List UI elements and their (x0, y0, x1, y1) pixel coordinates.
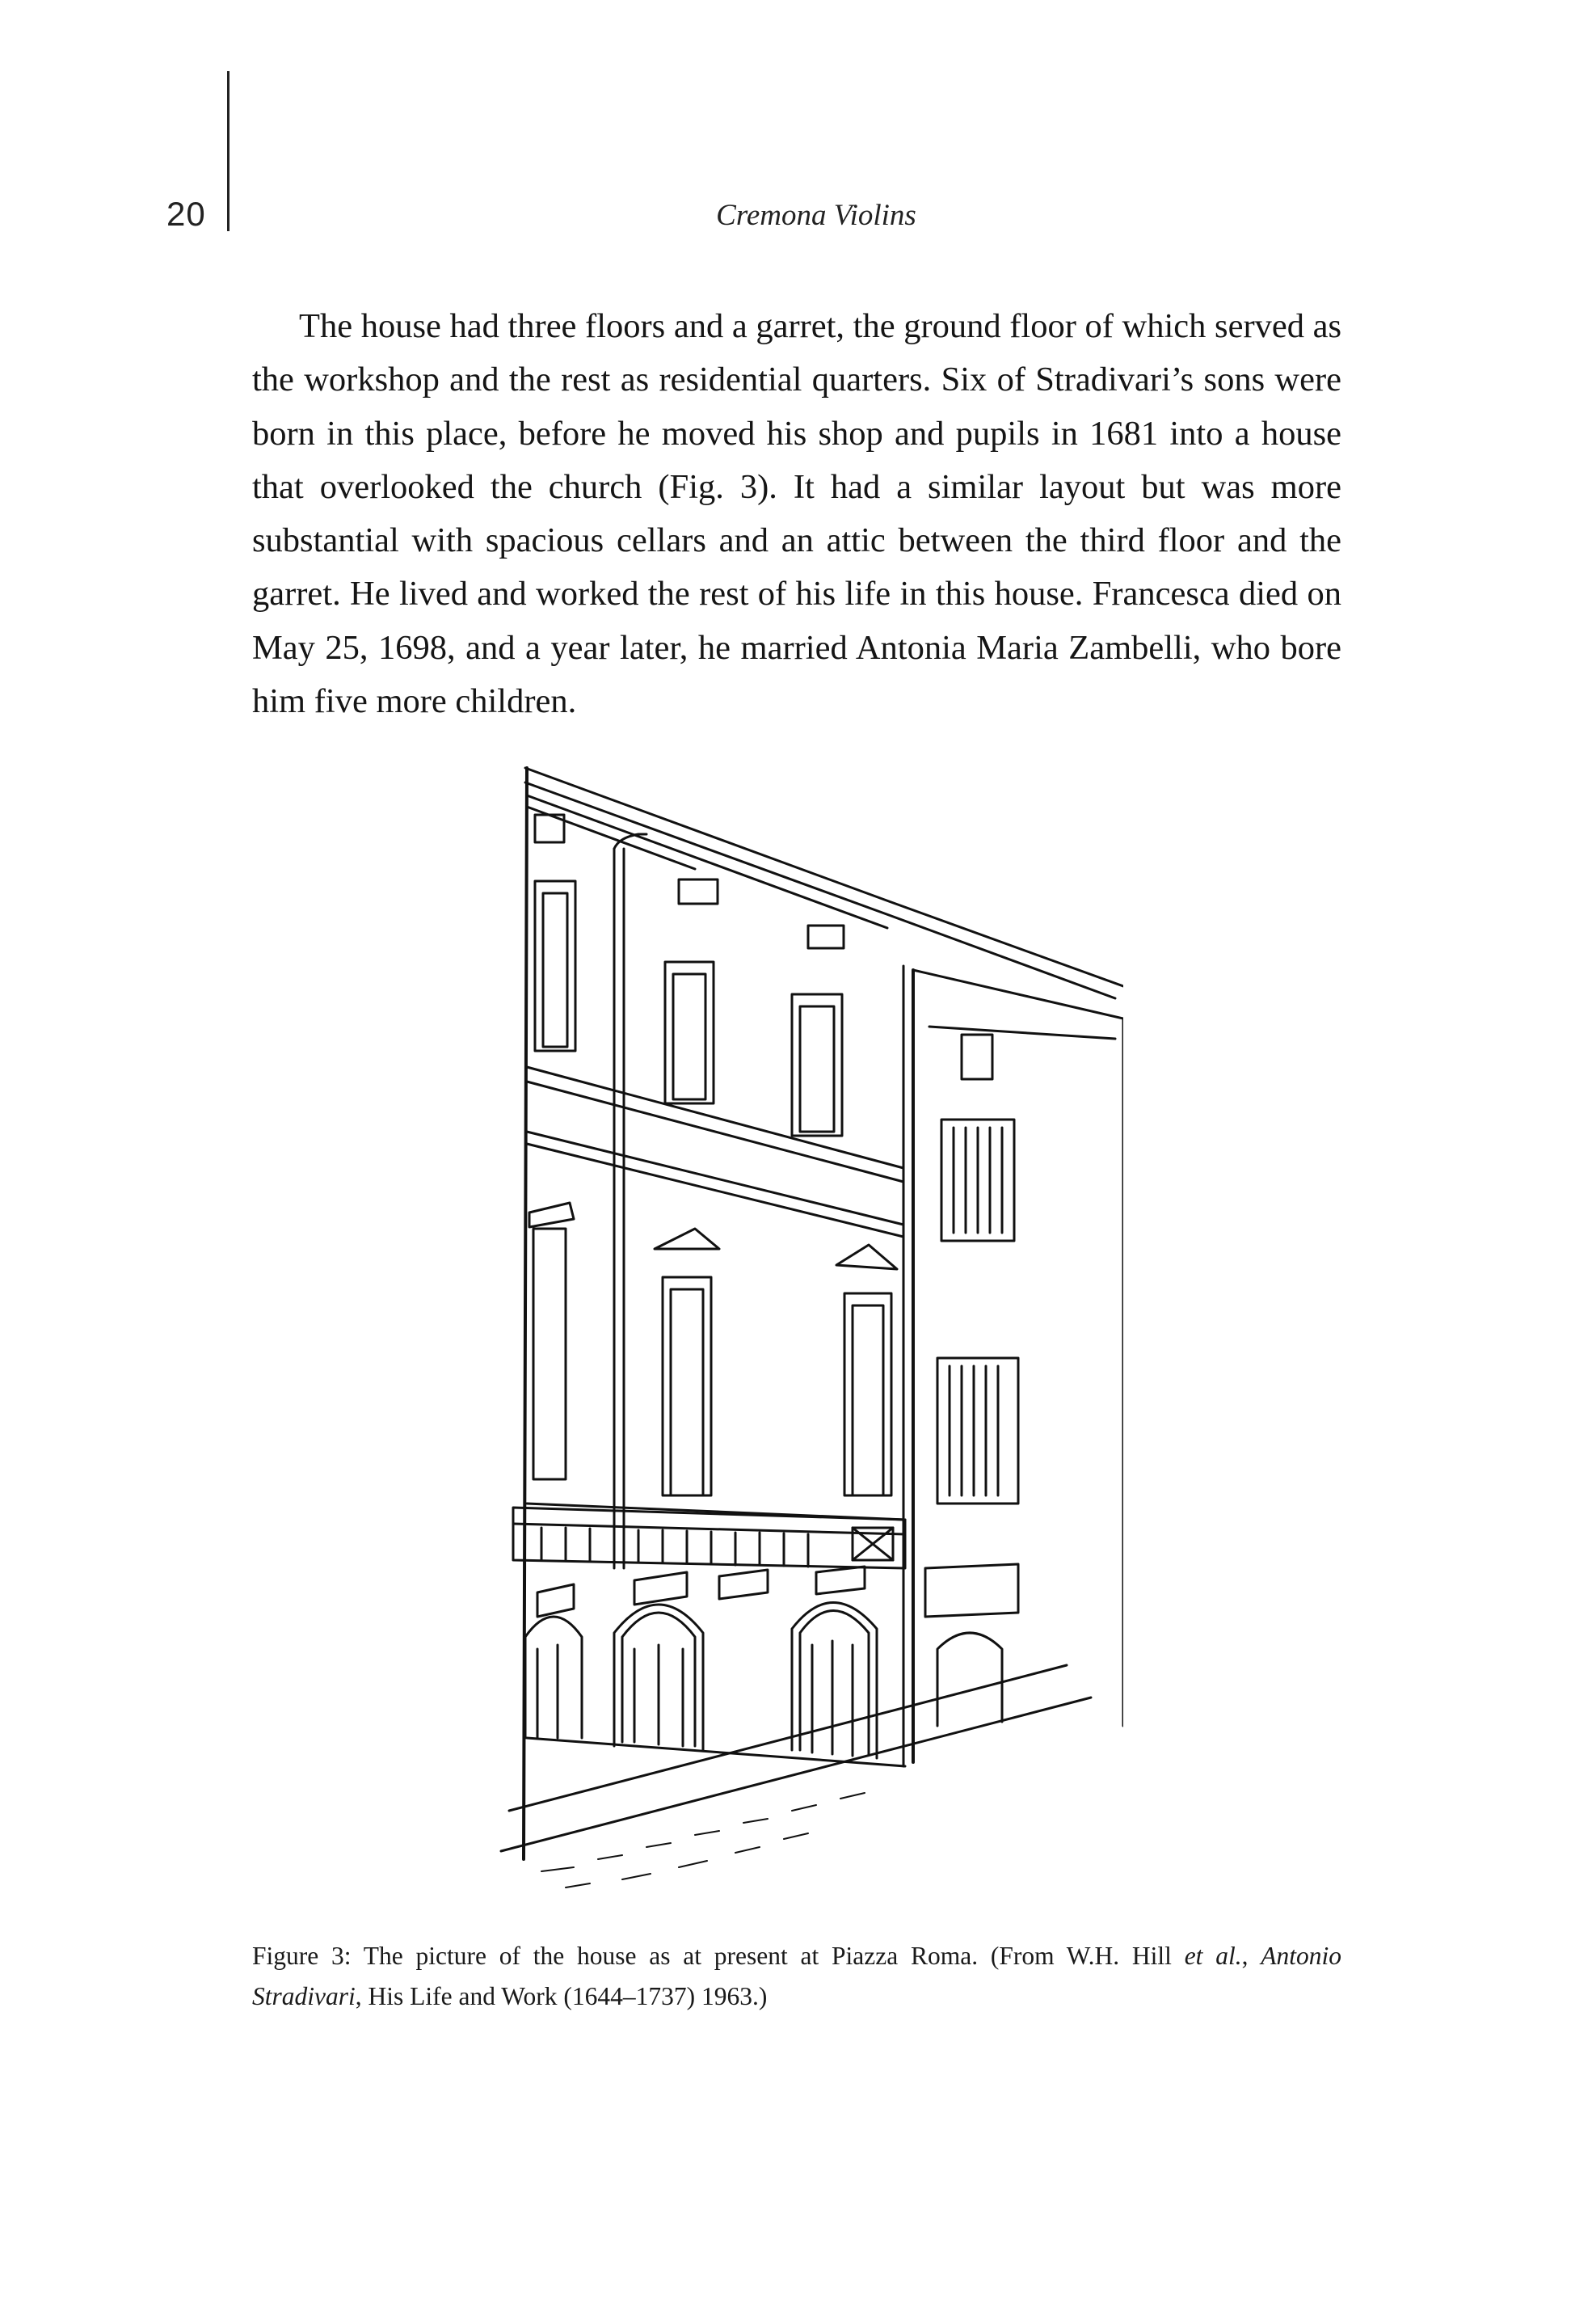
caption-italic-title: Antonio Stradivari (252, 1942, 1341, 2010)
house-drawing-svg (477, 760, 1123, 1908)
caption-text-1: Figure 3: The picture of the house as at present at Piazza Roma. (From W.H. Hill (252, 1942, 1185, 1970)
caption-text-3: , His Life and Work (1644–1737) 1963.) (355, 1982, 768, 2010)
caption-italic-et-al: et al. (1184, 1942, 1242, 1970)
running-head: Cremona Violins (716, 199, 916, 232)
page-number: 20 (166, 195, 206, 233)
header-vertical-rule (227, 71, 230, 231)
figure-caption (252, 1936, 1341, 2017)
body-paragraph: The house had three floors and a garret, the ground floor of which served as the workshop and the rest as residential quarters. Six of Stradivari’s sons were born in this place, before he moved his shop and pupils in 1681 into a house that overlooked the church (Fig. 3). It had a similar layout but was more substantial with spacious cellars and an attic between the third floor and the garret. He lived and worked the rest of his life in this house. Francesca died on May 25, 1698, and a year later, he married Antonia Maria Zambelli, who bore him five more children. (252, 307, 1341, 721)
house-illustration (477, 760, 1123, 1908)
caption-text-2: , (1241, 1942, 1261, 1970)
